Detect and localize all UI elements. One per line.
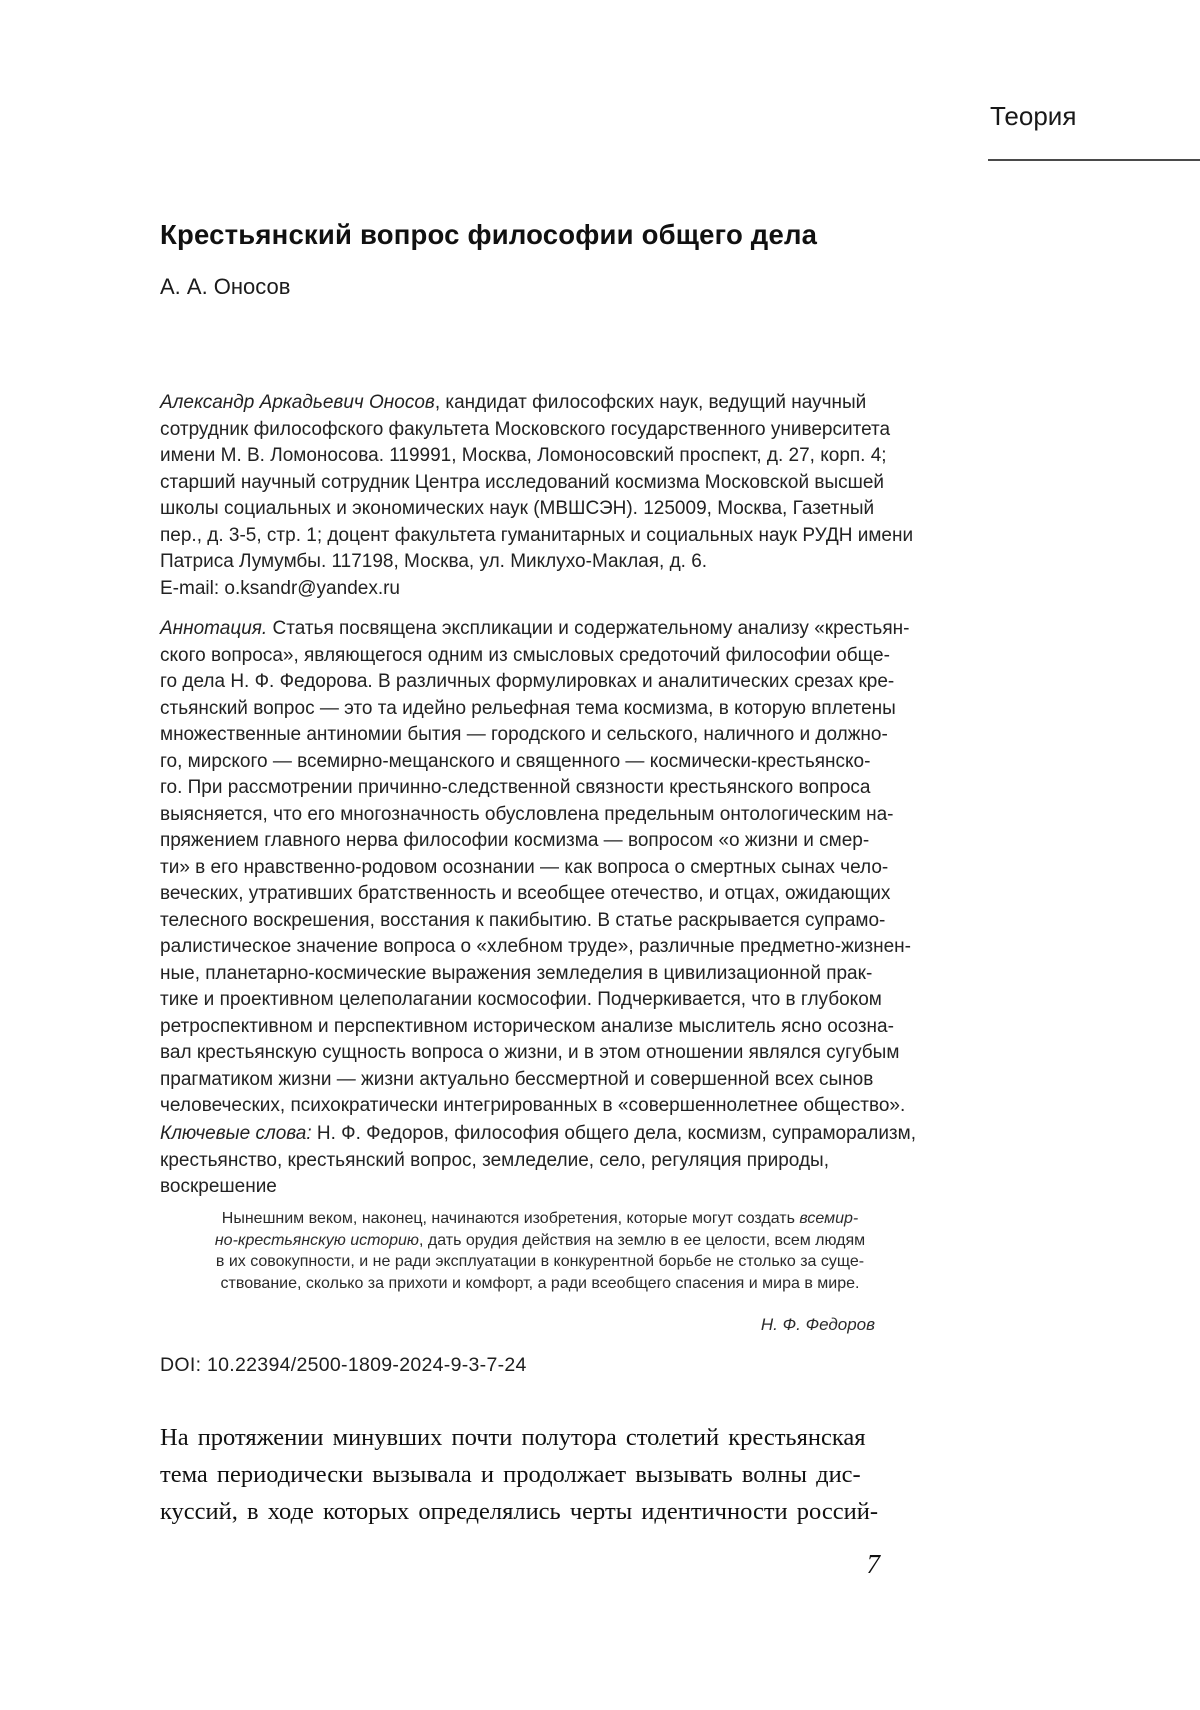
keywords-block: Ключевые слова: Н. Ф. Федоров, философия общего дела, космизм, супраморализм, крестьянство, крестьянский вопрос, земледелие, село, регуляция природы, воскрешение — [160, 1123, 916, 1197]
epigraph-attribution: Н. Ф. Федоров — [760, 1315, 875, 1334]
author-affiliation-block: Александр Аркадьевич Оносов, кандидат философских наук, ведущий научный сотрудник философского факультета Московского государственного университета имени М. В. Ломоносова. 119991, Москва, Ломоносовский проспект, д. 27, корп. 4; старший научный сотрудник Центра исследований космизма Московской высшей школы социальных и экономических наук (МВШСЭН). 125009, Москва, Газетный пер., д. 3-5, стр. 1; доцент факультета гуманитарных и социальных наук РУДН имени Патриса Лумумбы. 117198, Москва, ул. Миклухо-Маклая, д. 6. E-mail: o.ksandr@yandex.ru — [160, 392, 914, 599]
epigraph-quote: Нынешним веком, наконец, начинаются изобретения, которые могут создать всемир- но-крестьянскую историю, дать орудия действия на землю в ее целости, всем людям в их совокупности, и не ради эксплуатации в конкурентной борьбе не столько за суще- ствование, сколько за прихоти и комфорт, а ради всеобщего спасения и мира в мире. — [214, 1210, 866, 1292]
body-first-paragraph: На протяжении минувших почти полутора столетий крестьянская тема периодически вызывала и продолжает вызывать волны дис- куссий, в ходе которых определялись черты идентичности россий- — [160, 1424, 879, 1525]
page-number: 7 — [866, 1549, 880, 1579]
abstract-block: Аннотация. Статья посвящена экспликации и содержательному анализу «крестьян- ского вопроса», являющегося одним из смысловых средоточий философии обще- го дела Н. Ф. Федорова. В различных формулировках и аналитических срезах кре- стьянский вопрос — это та идейно рельефная тема космизма, в которую вплетены множественные антиномии бытия — городского и сельского, наличного и должно- го, мирского — всемирно-мещанского и священного — космически-крестьянско- го. При рассмотрении причинно-следственной связности крестьянского вопроса выясняется, что его многозначность обусловлена предельным онтологическим на- пряжением главного нерва философии космизма — вопросом «о жизни и смер- ти» в его нравственно-родовом осознании — как вопроса о смертных сынах чело- веческих, утративших братственность и всеобщее отечество, и отцах, ожидающих телесного воскрешения, восстания к пакибытию. В статье раскрывается супрамо- ралистическое значение вопроса о «хлебном труде», различные предметно-жизнен- ные, планетарно-космические выражения земледелия в цивилизационной прак- тике и проективном целеполагании космософии. Подчеркивается, что в глубоком ретроспективном и перспективном историческом анализе мыслитель ясно осозна- вал крестьянскую сущность вопроса о жизни, и в этом отношении являлся сугубым прагматиком жизни — жизни актуально бессмертной и совершенной всех сынов человеческих, психократически интегрированных в «совершеннолетнее общество». — [160, 618, 911, 1116]
article-author: А. А. Оносов — [160, 274, 291, 299]
article-title: Крестьянский вопрос философии общего дела — [160, 219, 818, 250]
section-label: Теория — [990, 101, 1077, 131]
section-rule-divider — [988, 159, 1200, 161]
doi: DOI: 10.22394/2500-1809-2024-9-3-7-24 — [160, 1354, 527, 1376]
